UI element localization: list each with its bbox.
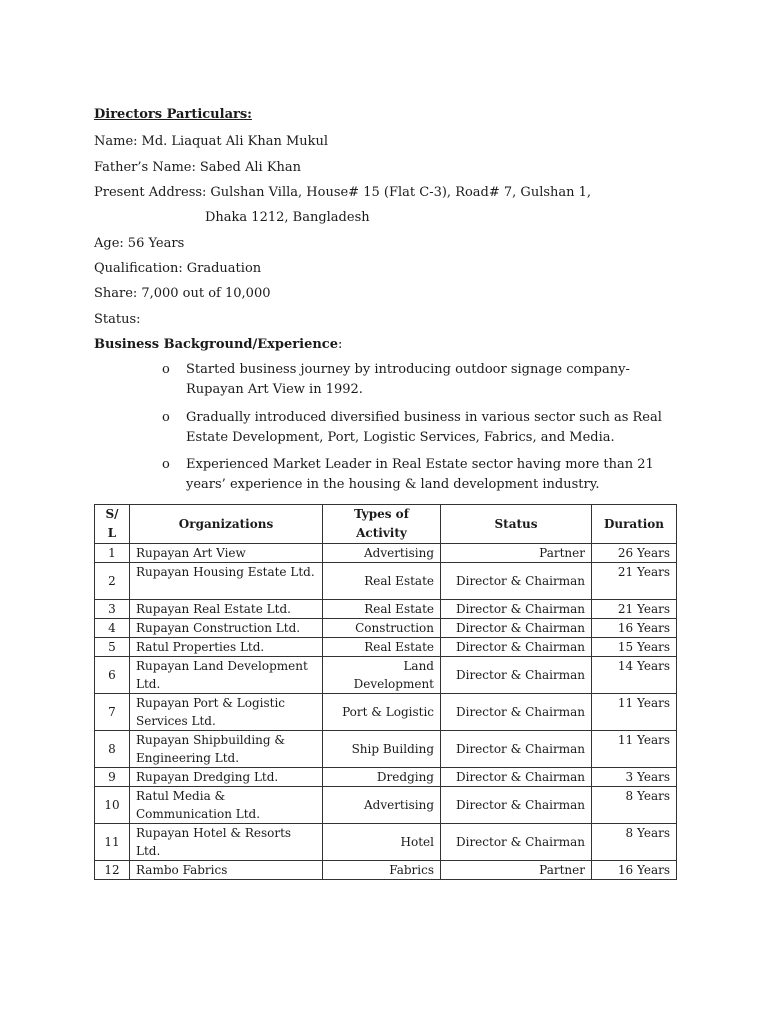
cell-duration: 16 Years xyxy=(592,619,677,638)
bullet-item: Experienced Market Leader in Real Estate sector having more than 21 years’ experience in the housing & land development industry. xyxy=(186,457,654,492)
age-value: 56 Years xyxy=(127,236,185,251)
cell-sl: 2 xyxy=(95,563,130,600)
cell-organization: Rambo Fabrics xyxy=(130,861,323,880)
background-heading xyxy=(94,337,342,353)
cell-sl: 9 xyxy=(95,768,130,787)
cell-status: Director & Chairman xyxy=(441,824,592,861)
cell-organization: Rupayan Dredging Ltd. xyxy=(130,768,323,787)
cell-organization: Rupayan Shipbuilding & Engineering Ltd. xyxy=(130,731,323,768)
cell-duration: 26 Years xyxy=(592,544,677,563)
cell-activity: Real Estate xyxy=(323,638,441,657)
bullet-item: Started business journey by introducing outdoor signage company- Rupayan Art View in 1992. xyxy=(186,362,630,397)
cell-organization: Rupayan Port & Logistic Services Ltd. xyxy=(130,694,323,731)
cell-duration: 11 Years xyxy=(592,694,677,731)
cell-organization: Rupayan Real Estate Ltd. xyxy=(130,600,323,619)
share-line xyxy=(94,286,271,302)
cell-duration: 16 Years xyxy=(592,861,677,880)
table-row xyxy=(95,731,677,768)
bullet-marker: o xyxy=(162,362,170,377)
address-value-line1: Gulshan Villa, House# 15 (Flat C-3), Road# 7, Gulshan 1, xyxy=(210,185,592,200)
cell-organization: Rupayan Housing Estate Ltd. xyxy=(130,563,323,600)
cell-activity: Advertising xyxy=(323,787,441,824)
table-row xyxy=(95,638,677,657)
table-row xyxy=(95,600,677,619)
cell-activity: Port & Logistic xyxy=(323,694,441,731)
status-line xyxy=(94,312,141,328)
table-row xyxy=(95,619,677,638)
cell-sl: 12 xyxy=(95,861,130,880)
cell-status: Partner xyxy=(441,861,592,880)
father-name-line xyxy=(94,160,301,176)
cell-sl: 10 xyxy=(95,787,130,824)
cell-status: Partner xyxy=(441,544,592,563)
father-name-value: Sabed Ali Khan xyxy=(199,160,302,175)
father-name-label: Father’s Name: xyxy=(94,160,196,175)
cell-sl: 7 xyxy=(95,694,130,731)
cell-status: Director & Chairman xyxy=(441,619,592,638)
bullet-marker: o xyxy=(162,457,170,472)
cell-duration: 14 Years xyxy=(592,657,677,694)
cell-status: Director & Chairman xyxy=(441,657,592,694)
table-row xyxy=(95,544,677,563)
cell-organization: Ratul Properties Ltd. xyxy=(130,638,323,657)
qualification-line xyxy=(94,261,261,277)
table-row xyxy=(95,657,677,694)
name-label: Name: xyxy=(94,134,138,149)
cell-organization: Rupayan Art View xyxy=(130,544,323,563)
cell-sl: 5 xyxy=(95,638,130,657)
cell-status: Director & Chairman xyxy=(441,600,592,619)
col-header-sl: S/ L xyxy=(95,505,130,544)
cell-duration: 8 Years xyxy=(592,824,677,861)
cell-organization: Rupayan Hotel & Resorts Ltd. xyxy=(130,824,323,861)
cell-sl: 4 xyxy=(95,619,130,638)
cell-status: Director & Chairman xyxy=(441,731,592,768)
cell-activity: Ship Building xyxy=(323,731,441,768)
organizations-table xyxy=(94,504,677,880)
share-label: Share: xyxy=(94,286,138,301)
col-header-organizations: Organizations xyxy=(130,505,323,544)
cell-activity: Hotel xyxy=(323,824,441,861)
page-title: Directors Particulars: xyxy=(94,107,252,122)
table-row xyxy=(95,768,677,787)
age-label: Age: xyxy=(94,236,124,251)
cell-duration: 21 Years xyxy=(592,600,677,619)
cell-status: Director & Chairman xyxy=(441,787,592,824)
cell-status: Director & Chairman xyxy=(441,638,592,657)
address-label: Present Address: xyxy=(94,185,207,200)
cell-duration: 21 Years xyxy=(592,563,677,600)
cell-activity: Construction xyxy=(323,619,441,638)
cell-duration: 11 Years xyxy=(592,731,677,768)
status-label: Status: xyxy=(94,312,141,327)
qualification-value: Graduation xyxy=(186,261,262,276)
cell-status: Director & Chairman xyxy=(441,768,592,787)
col-header-status: Status xyxy=(441,505,592,544)
table-row xyxy=(95,861,677,880)
table-row xyxy=(95,787,677,824)
cell-duration: 3 Years xyxy=(592,768,677,787)
cell-sl: 8 xyxy=(95,731,130,768)
table-row xyxy=(95,824,677,861)
cell-duration: 15 Years xyxy=(592,638,677,657)
cell-organization: Ratul Media & Communication Ltd. xyxy=(130,787,323,824)
cell-sl: 3 xyxy=(95,600,130,619)
name-line xyxy=(94,134,328,150)
address-line-2: Dhaka 1212, Bangladesh xyxy=(205,210,370,225)
cell-activity: Land Development xyxy=(323,657,441,694)
qualification-label: Qualification: xyxy=(94,261,183,276)
age-line xyxy=(94,236,184,252)
cell-activity: Advertising xyxy=(323,544,441,563)
bullet-item: Gradually introduced diversified business in various sector such as Real Estate Development, Port, Logistic Services, Fabrics, and Media. xyxy=(186,410,662,445)
cell-sl: 1 xyxy=(95,544,130,563)
cell-organization: Rupayan Construction Ltd. xyxy=(130,619,323,638)
background-heading-colon: : xyxy=(338,337,343,352)
share-value: 7,000 out of 10,000 xyxy=(141,286,271,301)
table-header-row xyxy=(95,505,677,544)
cell-sl: 6 xyxy=(95,657,130,694)
cell-activity: Dredging xyxy=(323,768,441,787)
name-value: Md. Liaquat Ali Khan Mukul xyxy=(141,134,329,149)
cell-activity: Real Estate xyxy=(323,563,441,600)
table-row xyxy=(95,563,677,600)
cell-status: Director & Chairman xyxy=(441,694,592,731)
bullet-marker: o xyxy=(162,410,170,425)
cell-status: Director & Chairman xyxy=(441,563,592,600)
cell-organization: Rupayan Land Development Ltd. xyxy=(130,657,323,694)
address-line xyxy=(94,185,591,201)
col-header-duration: Duration xyxy=(592,505,677,544)
col-header-types-of-activity: Types of Activity xyxy=(323,505,441,544)
background-heading-text: Business Background/Experience xyxy=(94,337,338,352)
cell-duration: 8 Years xyxy=(592,787,677,824)
table-row xyxy=(95,694,677,731)
cell-activity: Fabrics xyxy=(323,861,441,880)
cell-sl: 11 xyxy=(95,824,130,861)
cell-activity: Real Estate xyxy=(323,600,441,619)
